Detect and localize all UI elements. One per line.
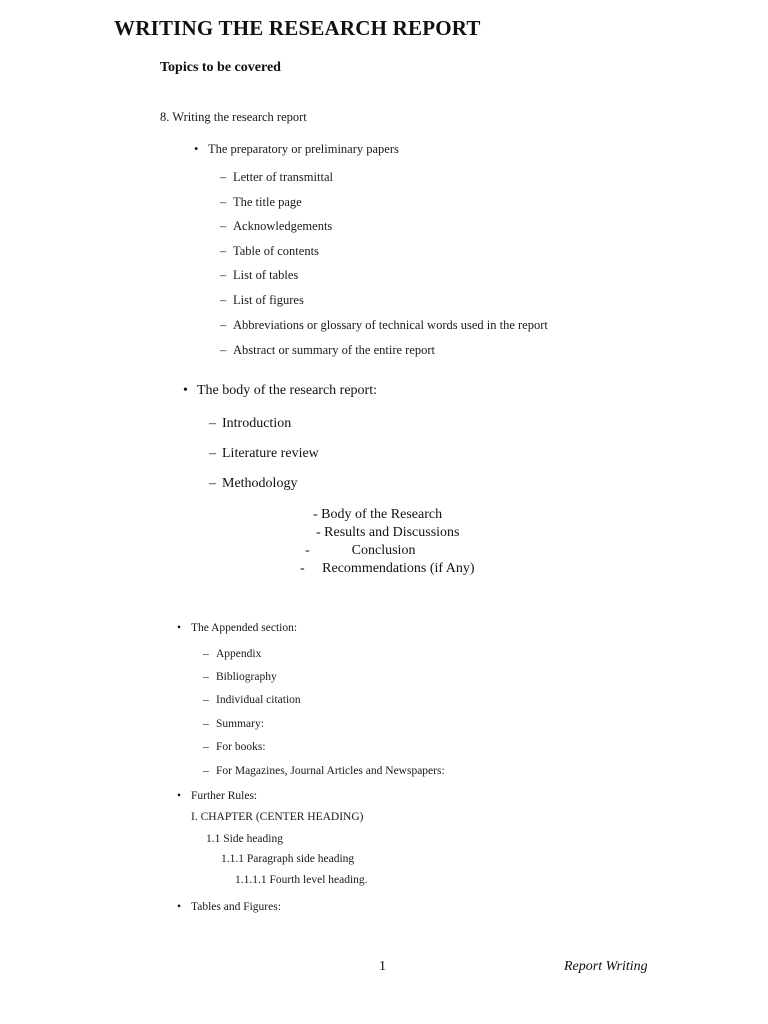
document-title: WRITING THE RESEARCH REPORT — [114, 16, 481, 40]
body-heading: • The body of the research report: — [183, 383, 377, 399]
list-item: – List of figures — [220, 293, 304, 308]
heading-level-4: 1.1.1.1 Fourth level heading. — [235, 874, 368, 886]
heading-level-2: 1.1 Side heading — [206, 833, 283, 845]
list-item: – Literature review — [209, 446, 319, 462]
list-item: – Individual citation — [203, 694, 301, 706]
further-heading: • Further Rules: — [177, 790, 257, 802]
heading-level-1: I. CHAPTER (CENTER HEADING) — [191, 811, 364, 823]
list-item: – The title page — [220, 195, 302, 210]
list-item: – Appendix — [203, 648, 261, 660]
heading-level-3: 1.1.1 Paragraph side heading — [221, 853, 355, 865]
list-item: – Abbreviations or glossary of technical words used in the report — [220, 318, 548, 333]
page-number: 1 — [379, 959, 386, 974]
list-item: – Acknowledgements — [220, 219, 332, 234]
tables-heading: • Tables and Figures: — [177, 901, 281, 913]
list-item: – Introduction — [209, 416, 291, 432]
list-item: - Conclusion — [305, 543, 416, 558]
list-item: – Bibliography — [203, 671, 277, 683]
list-item: – Abstract or summary of the entire report — [220, 343, 435, 358]
topics-heading: Topics to be covered — [160, 60, 281, 75]
appended-heading: • The Appended section: — [177, 622, 297, 634]
list-item: – Methodology — [209, 476, 297, 492]
prelim-heading: • The preparatory or preliminary papers — [194, 142, 399, 157]
list-item: – For Magazines, Journal Articles and Newspapers: — [203, 765, 445, 777]
section-8-heading: 8. Writing the research report — [160, 110, 307, 124]
list-item: – Table of contents — [220, 244, 319, 259]
list-item: - Results and Discussions — [316, 525, 460, 540]
footer-doc-title: Report Writing — [564, 959, 648, 974]
list-item: - Body of the Research — [313, 507, 443, 522]
list-item: – List of tables — [220, 268, 298, 283]
list-item: – Summary: — [203, 718, 264, 730]
list-item: – For books: — [203, 741, 266, 753]
list-item: – Letter of transmittal — [220, 170, 333, 185]
list-item: - Recommendations (if Any) — [300, 561, 475, 576]
